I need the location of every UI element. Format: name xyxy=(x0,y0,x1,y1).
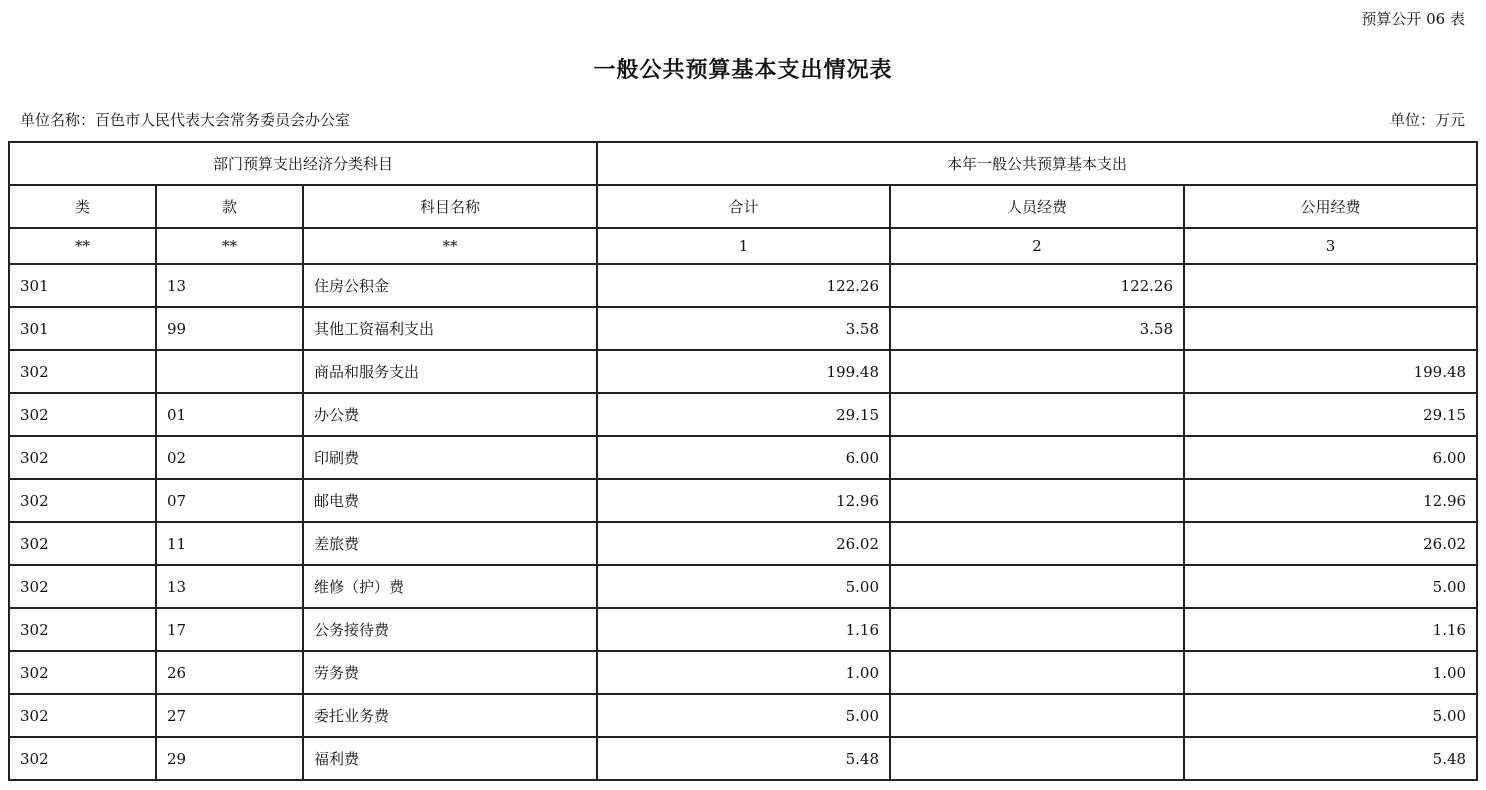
table-row xyxy=(9,694,1477,737)
item-cell: 29 xyxy=(156,737,303,780)
group-header-row xyxy=(9,142,1477,185)
public-cell xyxy=(1184,307,1477,350)
sequence-row xyxy=(9,228,1477,264)
column-header-item: 款 xyxy=(156,185,303,228)
item-cell: 13 xyxy=(156,264,303,307)
personnel-cell xyxy=(890,522,1184,565)
table-row xyxy=(9,307,1477,350)
total-cell: 5.00 xyxy=(597,565,890,608)
subject-name-cell: 委托业务费 xyxy=(303,694,597,737)
table-row xyxy=(9,608,1477,651)
expenditure-group-header: 本年一般公共预算基本支出 xyxy=(597,142,1477,185)
total-cell: 6.00 xyxy=(597,436,890,479)
item-cell: 99 xyxy=(156,307,303,350)
table-row xyxy=(9,737,1477,780)
personnel-cell xyxy=(890,651,1184,694)
table-row xyxy=(9,651,1477,694)
item-cell: 27 xyxy=(156,694,303,737)
category-cell: 301 xyxy=(9,264,156,307)
item-cell: 07 xyxy=(156,479,303,522)
public-cell: 5.00 xyxy=(1184,565,1477,608)
personnel-cell xyxy=(890,737,1184,780)
subject-name-cell: 住房公积金 xyxy=(303,264,597,307)
column-header-category: 类 xyxy=(9,185,156,228)
public-cell xyxy=(1184,264,1477,307)
personnel-cell xyxy=(890,479,1184,522)
subject-name-cell: 商品和服务支出 xyxy=(303,350,597,393)
table-row xyxy=(9,565,1477,608)
personnel-cell: 3.58 xyxy=(890,307,1184,350)
category-cell: 302 xyxy=(9,436,156,479)
column-header-row xyxy=(9,185,1477,228)
total-cell: 1.00 xyxy=(597,651,890,694)
public-cell: 12.96 xyxy=(1184,479,1477,522)
category-cell: 302 xyxy=(9,694,156,737)
total-cell: 26.02 xyxy=(597,522,890,565)
personnel-cell xyxy=(890,694,1184,737)
category-cell: 302 xyxy=(9,608,156,651)
subject-name-cell: 公务接待费 xyxy=(303,608,597,651)
table-row xyxy=(9,522,1477,565)
category-cell: 302 xyxy=(9,565,156,608)
column-header-personnel: 人员经费 xyxy=(890,185,1184,228)
item-cell: 02 xyxy=(156,436,303,479)
table-body xyxy=(9,142,1477,780)
total-cell: 3.58 xyxy=(597,307,890,350)
subject-name-cell: 邮电费 xyxy=(303,479,597,522)
column-header-public: 公用经费 xyxy=(1184,185,1477,228)
unit-name-label: 单位名称：百色市人民代表大会常务委员会办公室 xyxy=(20,111,351,129)
total-cell: 1.16 xyxy=(597,608,890,651)
item-cell: 13 xyxy=(156,565,303,608)
sequence-cell: ** xyxy=(156,228,303,264)
personnel-cell xyxy=(890,608,1184,651)
category-cell: 301 xyxy=(9,307,156,350)
subject-name-cell: 维修（护）费 xyxy=(303,565,597,608)
column-header-total: 合计 xyxy=(597,185,890,228)
table-row xyxy=(9,393,1477,436)
subject-name-cell: 差旅费 xyxy=(303,522,597,565)
item-cell: 26 xyxy=(156,651,303,694)
item-cell: 01 xyxy=(156,393,303,436)
page-title: 一般公共预算基本支出情况表 xyxy=(593,57,893,83)
total-cell: 5.00 xyxy=(597,694,890,737)
table-row xyxy=(9,479,1477,522)
category-cell: 302 xyxy=(9,479,156,522)
public-cell: 6.00 xyxy=(1184,436,1477,479)
personnel-cell xyxy=(890,350,1184,393)
personnel-cell xyxy=(890,565,1184,608)
item-cell xyxy=(156,350,303,393)
table-row xyxy=(9,436,1477,479)
public-cell: 1.16 xyxy=(1184,608,1477,651)
public-cell: 1.00 xyxy=(1184,651,1477,694)
personnel-cell xyxy=(890,436,1184,479)
public-cell: 199.48 xyxy=(1184,350,1477,393)
item-cell: 11 xyxy=(156,522,303,565)
table-row xyxy=(9,350,1477,393)
total-cell: 5.48 xyxy=(597,737,890,780)
category-cell: 302 xyxy=(9,651,156,694)
total-cell: 29.15 xyxy=(597,393,890,436)
total-cell: 199.48 xyxy=(597,350,890,393)
total-cell: 12.96 xyxy=(597,479,890,522)
public-cell: 26.02 xyxy=(1184,522,1477,565)
total-cell: 122.26 xyxy=(597,264,890,307)
subject-name-cell: 劳务费 xyxy=(303,651,597,694)
sequence-cell: 3 xyxy=(1184,228,1477,264)
currency-unit-label: 单位：万元 xyxy=(1389,111,1465,129)
item-cell: 17 xyxy=(156,608,303,651)
category-cell: 302 xyxy=(9,350,156,393)
personnel-cell xyxy=(890,393,1184,436)
subject-name-cell: 其他工资福利支出 xyxy=(303,307,597,350)
subject-name-cell: 印刷费 xyxy=(303,436,597,479)
public-cell: 5.00 xyxy=(1184,694,1477,737)
sequence-cell: ** xyxy=(9,228,156,264)
sequence-cell: 1 xyxy=(597,228,890,264)
category-cell: 302 xyxy=(9,522,156,565)
category-cell: 302 xyxy=(9,393,156,436)
public-cell: 29.15 xyxy=(1184,393,1477,436)
personnel-cell: 122.26 xyxy=(890,264,1184,307)
sequence-cell: 2 xyxy=(890,228,1184,264)
public-cell: 5.48 xyxy=(1184,737,1477,780)
form-code: 预算公开 06 表 xyxy=(1361,10,1465,28)
classification-group-header: 部门预算支出经济分类科目 xyxy=(9,142,597,185)
subject-name-cell: 办公费 xyxy=(303,393,597,436)
column-header-subject-name: 科目名称 xyxy=(303,185,597,228)
category-cell: 302 xyxy=(9,737,156,780)
sequence-cell: ** xyxy=(303,228,597,264)
subject-name-cell: 福利费 xyxy=(303,737,597,780)
table-row xyxy=(9,264,1477,307)
expenditure-table xyxy=(8,141,1478,781)
